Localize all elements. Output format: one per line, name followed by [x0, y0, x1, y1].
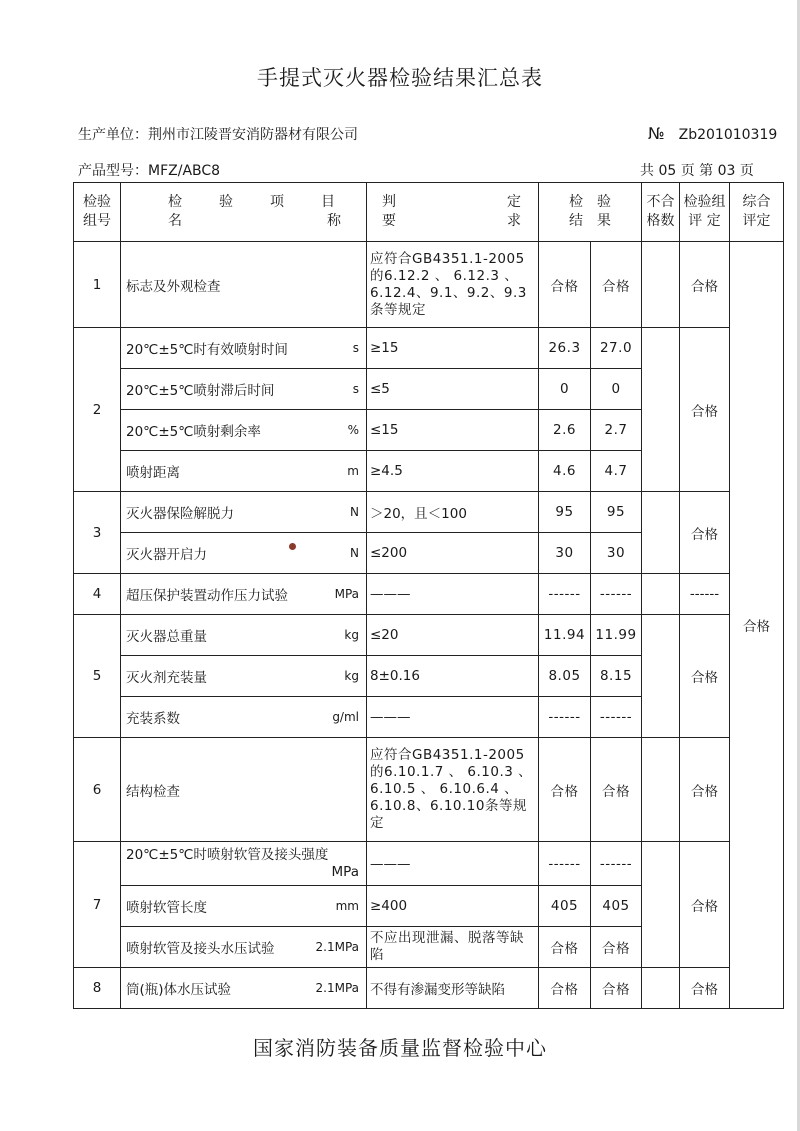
result-2: 合格	[591, 927, 642, 968]
nonconforming-cell	[642, 574, 680, 615]
result-2: ------	[591, 574, 642, 615]
item-cell: 充装系数 g/ml	[121, 697, 367, 738]
producer-line: 生产单位：荆州市江陵晋安消防器材有限公司	[78, 127, 358, 143]
requirement-cell: ≤200	[367, 533, 539, 574]
table-row	[74, 242, 784, 328]
issuing-organization: 国家消防装备质量监督检验中心	[253, 1036, 547, 1060]
result-2: ------	[591, 842, 642, 886]
item-cell: 20℃±5℃喷射剩余率 %	[121, 410, 367, 451]
requirement-cell: ≤15	[367, 410, 539, 451]
table-row	[74, 328, 784, 369]
group-evaluation: 合格	[680, 328, 730, 492]
product-model: 产品型号：MFZ/ABC8	[78, 163, 221, 179]
header-item-name: 检 验 项 目 名 称	[121, 183, 367, 242]
result-1: ------	[539, 842, 591, 886]
ink-stain	[289, 543, 296, 550]
requirement-cell: 应符合GB4351.1-2005的6.12.2 、 6.12.3 、6.12.4、9.1、9.2、9.3条等规定	[367, 242, 539, 328]
result-1: 合格	[539, 968, 591, 1009]
header-requirement: 判 定 要 求	[367, 183, 539, 242]
item-cell: 标志及外观检查	[121, 242, 367, 328]
document-title: 手提式灭火器检验结果汇总表	[257, 66, 543, 90]
header-nonconforming: 不合 格数	[642, 183, 680, 242]
table-row	[74, 492, 784, 533]
requirement-cell: ———	[367, 697, 539, 738]
result-2: 0	[591, 369, 642, 410]
header-group-no: 检验 组号	[74, 183, 121, 242]
result-2: 2.7	[591, 410, 642, 451]
result-1: 4.6	[539, 451, 591, 492]
result-2: 95	[591, 492, 642, 533]
nonconforming-cell	[642, 842, 680, 968]
nonconforming-cell	[642, 242, 680, 328]
result-2: 30	[591, 533, 642, 574]
result-2: 405	[591, 886, 642, 927]
requirement-cell: 应符合GB4351.1-2005的6.10.1.7 、 6.10.3 、6.10.5 、 6.10.6.4 、6.10.8、6.10.10条等规定	[367, 738, 539, 842]
result-1: 11.94	[539, 615, 591, 656]
table-row	[74, 574, 784, 615]
header-overall-evaluation: 综合 评定	[730, 183, 784, 242]
requirement-cell: ≤20	[367, 615, 539, 656]
result-1: 2.6	[539, 410, 591, 451]
group-number: 7	[74, 842, 121, 968]
item-cell: 喷射软管及接头水压试验 2.1MPa	[121, 927, 367, 968]
item-cell: 20℃±5℃时有效喷射时间 s	[121, 328, 367, 369]
nonconforming-cell	[642, 738, 680, 842]
group-number: 5	[74, 615, 121, 738]
requirement-cell: ≥4.5	[367, 451, 539, 492]
group-number: 3	[74, 492, 121, 574]
result-2: 合格	[591, 738, 642, 842]
table-row	[74, 968, 784, 1009]
group-evaluation: 合格	[680, 842, 730, 968]
result-1: 95	[539, 492, 591, 533]
requirement-cell: ≥15	[367, 328, 539, 369]
group-evaluation: 合格	[680, 968, 730, 1009]
nonconforming-cell	[642, 328, 680, 492]
group-evaluation: ------	[680, 574, 730, 615]
result-1: ------	[539, 697, 591, 738]
result-2: 合格	[591, 968, 642, 1009]
nonconforming-cell	[642, 492, 680, 574]
result-1: 8.05	[539, 656, 591, 697]
group-number: 1	[74, 242, 121, 328]
item-cell: 喷射软管长度 mm	[121, 886, 367, 927]
group-evaluation: 合格	[680, 738, 730, 842]
requirement-cell: ＞20，且＜100	[367, 492, 539, 533]
requirement-cell: 不应出现泄漏、脱落等缺陷	[367, 927, 539, 968]
result-2: 27.0	[591, 328, 642, 369]
requirement-cell: ≤5	[367, 369, 539, 410]
requirement-cell: 8±0.16	[367, 656, 539, 697]
table-row	[74, 738, 784, 842]
group-evaluation: 合格	[680, 492, 730, 574]
page-indicator: 共 05 页 第 03 页	[640, 163, 754, 179]
nonconforming-cell	[642, 968, 680, 1009]
nonconforming-cell	[642, 615, 680, 738]
result-1: 合格	[539, 927, 591, 968]
table-row	[74, 842, 784, 886]
result-2: 11.99	[591, 615, 642, 656]
item-cell: 灭火器保险解脱力 N	[121, 492, 367, 533]
result-1: 26.3	[539, 328, 591, 369]
header-result: 检 验 结 果	[539, 183, 642, 242]
header-group-evaluation: 检验组 评 定	[680, 183, 730, 242]
group-number: 4	[74, 574, 121, 615]
item-cell: 灭火器开启力 N	[121, 533, 367, 574]
item-cell: 筒(瓶)体水压试验 2.1MPa	[121, 968, 367, 1009]
table-row	[74, 615, 784, 656]
item-cell: 20℃±5℃时喷射软管及接头强度 MPa	[121, 842, 367, 886]
item-cell: 超压保护装置动作压力试验 MPa	[121, 574, 367, 615]
group-number: 8	[74, 968, 121, 1009]
group-number: 6	[74, 738, 121, 842]
item-cell: 结构检查	[121, 738, 367, 842]
result-1: 30	[539, 533, 591, 574]
requirement-cell: ≥400	[367, 886, 539, 927]
result-1: 合格	[539, 738, 591, 842]
item-cell: 喷射距离 m	[121, 451, 367, 492]
requirement-cell: 不得有渗漏变形等缺陷	[367, 968, 539, 1009]
result-2: 4.7	[591, 451, 642, 492]
group-evaluation: 合格	[680, 615, 730, 738]
report-number	[648, 124, 777, 143]
result-2: 8.15	[591, 656, 642, 697]
report-number-value: Zb201010319	[678, 127, 778, 143]
requirement-cell: ———	[367, 842, 539, 886]
results-table	[73, 182, 784, 1009]
requirement-cell: ———	[367, 574, 539, 615]
result-1: 0	[539, 369, 591, 410]
result-1: 合格	[539, 242, 591, 328]
item-cell: 20℃±5℃喷射滞后时间 s	[121, 369, 367, 410]
table-header-row	[74, 183, 784, 242]
result-1: ------	[539, 574, 591, 615]
item-cell: 灭火剂充装量 kg	[121, 656, 367, 697]
group-number: 2	[74, 328, 121, 492]
number-sign: №	[648, 124, 665, 143]
result-2: ------	[591, 697, 642, 738]
result-1: 405	[539, 886, 591, 927]
overall-evaluation: 合格	[730, 242, 784, 1009]
group-evaluation: 合格	[680, 242, 730, 328]
item-cell: 灭火器总重量 kg	[121, 615, 367, 656]
result-2: 合格	[591, 242, 642, 328]
